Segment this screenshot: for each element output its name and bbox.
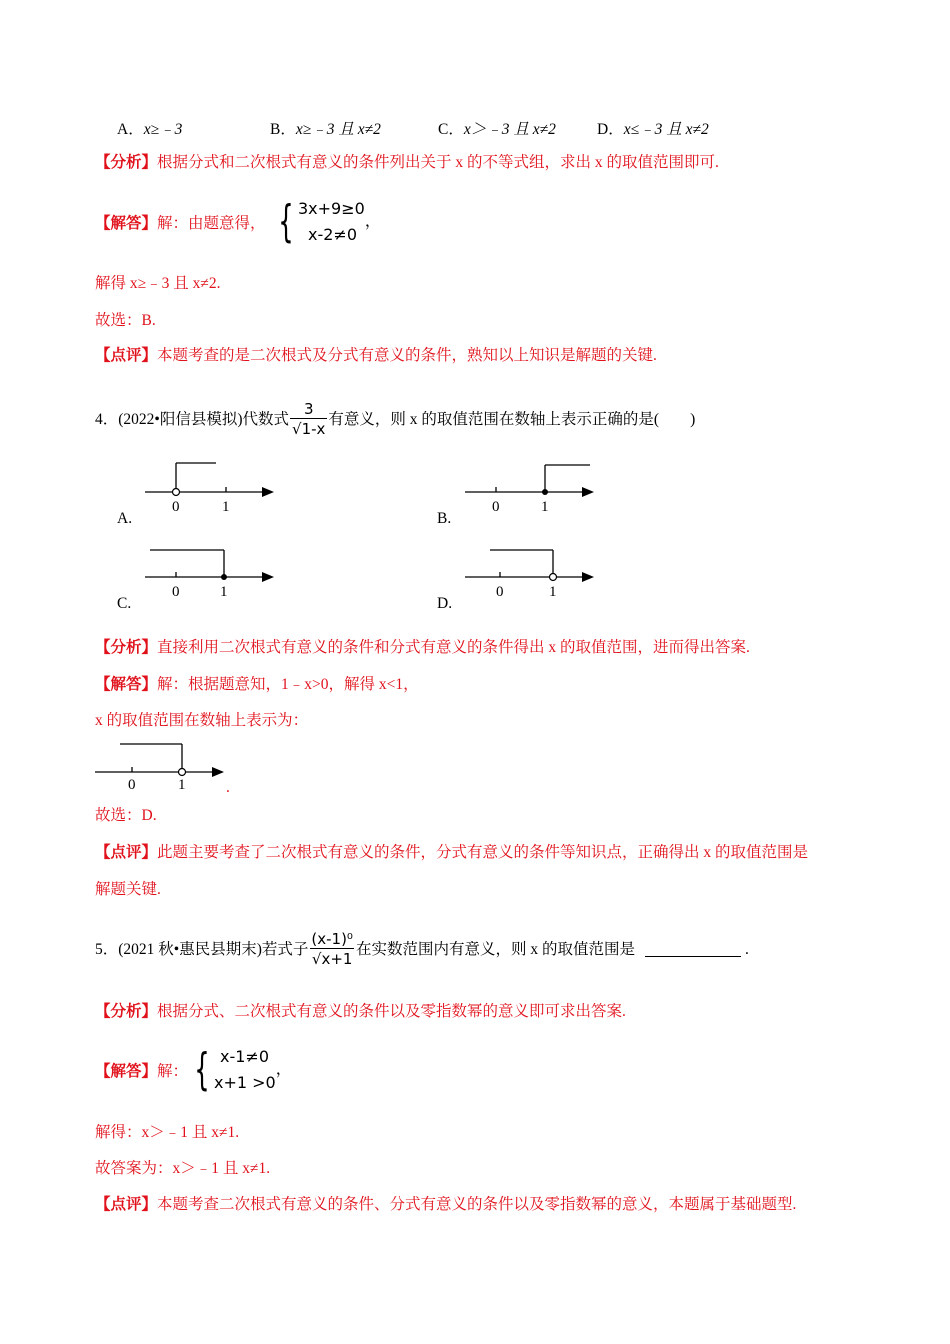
svg-text:1: 1 <box>178 777 186 793</box>
q5-fraction: $\frac{\text{(x-1)⁰}}{√x+1}$ <box>311 930 353 968</box>
brace-icon: { <box>278 196 294 247</box>
numberline-option-b[interactable] <box>460 455 600 515</box>
svg-text:1: 1 <box>222 499 230 515</box>
brace-icon: { <box>194 1044 210 1095</box>
numberline-option-a[interactable] <box>140 455 280 515</box>
q5-answer-blank[interactable] <box>645 942 741 957</box>
q3-option-d: D．x≤﹣3 且 x≠2 <box>597 121 709 138</box>
q5-analysis: 【分析】根据分式、二次根式有意义的条件以及零指数幂的意义即可求出答案. <box>95 1003 626 1020</box>
svg-text:0: 0 <box>172 584 180 600</box>
numberline-option-c[interactable] <box>140 540 280 600</box>
numberline-option-d[interactable] <box>460 540 600 600</box>
q4-option-c-label[interactable]: C. <box>117 595 132 612</box>
q4-choice: 故选：D. <box>95 807 157 824</box>
q4-analysis: 【分析】直接利用二次根式有意义的条件和分式有意义的条件得出 x 的取值范围，进而得出答案. <box>95 639 750 656</box>
q5-solution-intro: 【解答】解： <box>95 1063 189 1080</box>
q4-option-d-label[interactable]: D. <box>437 595 453 612</box>
q4-solution: 【解答】解：根据题意知，1﹣x>0，解得 x<1， <box>95 676 419 693</box>
q4-option-a-label[interactable]: A. <box>117 510 133 527</box>
q3-comment: 【点评】本题考查的是二次根式及分式有意义的条件，熟知以上知识是解题的关键. <box>95 347 657 364</box>
q3-solution-intro: 【解答】解：由题意得， <box>95 215 266 232</box>
q3-inequality-system: { 3x+9≥0 x-2≠0 ， <box>278 196 381 247</box>
svg-text:1: 1 <box>549 584 557 600</box>
q4-option-b-label[interactable]: B. <box>437 510 452 527</box>
q4-numberline-end: . <box>226 779 230 796</box>
svg-text:0: 0 <box>128 777 136 793</box>
q3-choice: 故选：B. <box>95 312 156 329</box>
q5-question: 5．(2021 秋•惠民县期末)若式子 $\frac{\text{(x-1)⁰}}{√x+1}$ 在实数范围内有意义，则 x 的取值范围是 . <box>95 930 749 968</box>
svg-text:0: 0 <box>492 499 500 515</box>
q3-option-a: A．x≥﹣3 <box>117 121 183 138</box>
q4-solution-numberline <box>92 735 242 795</box>
q3-result: 解得 x≥﹣3 且 x≠2. <box>95 275 221 292</box>
svg-text:1: 1 <box>541 499 549 515</box>
q5-answer: 故答案为：x＞﹣1 且 x≠1. <box>95 1160 271 1177</box>
q4-question: 4．(2022•阳信县模拟)代数式 $\frac{3}{√1-x}$ 有意义，则 x 的取值范围在数轴上表示正确的是( ) <box>95 400 696 438</box>
q5-result: 解得：x＞﹣1 且 x≠1. <box>95 1124 240 1141</box>
q4-comment-cont: 解题关键. <box>95 881 161 898</box>
svg-text:0: 0 <box>496 584 504 600</box>
q5-comment: 【点评】本题考查二次根式有意义的条件、分式有意义的条件以及零指数幂的意义，本题属于基础题型. <box>95 1196 797 1213</box>
svg-text:0: 0 <box>172 499 180 515</box>
q5-inequality-system: { x-1≠0 x+1 >0 ， <box>194 1044 292 1095</box>
q3-option-b: B．x≥﹣3 且 x≠2 <box>270 121 381 138</box>
q3-analysis: 【分析】根据分式和二次根式有意义的条件列出关于 x 的不等式组，求出 x 的取值范围即可. <box>95 154 719 171</box>
q4-fraction: $\frac{3}{√1-x}$ <box>292 400 326 438</box>
q3-option-c: C．x＞﹣3 且 x≠2 <box>438 121 556 138</box>
svg-text:1: 1 <box>220 584 228 600</box>
q4-comment: 【点评】此题主要考查了二次根式有意义的条件，分式有意义的条件等知识点，正确得出 x 的取值范围是 <box>95 844 809 861</box>
q4-numberline-intro: x 的取值范围在数轴上表示为： <box>95 712 309 729</box>
